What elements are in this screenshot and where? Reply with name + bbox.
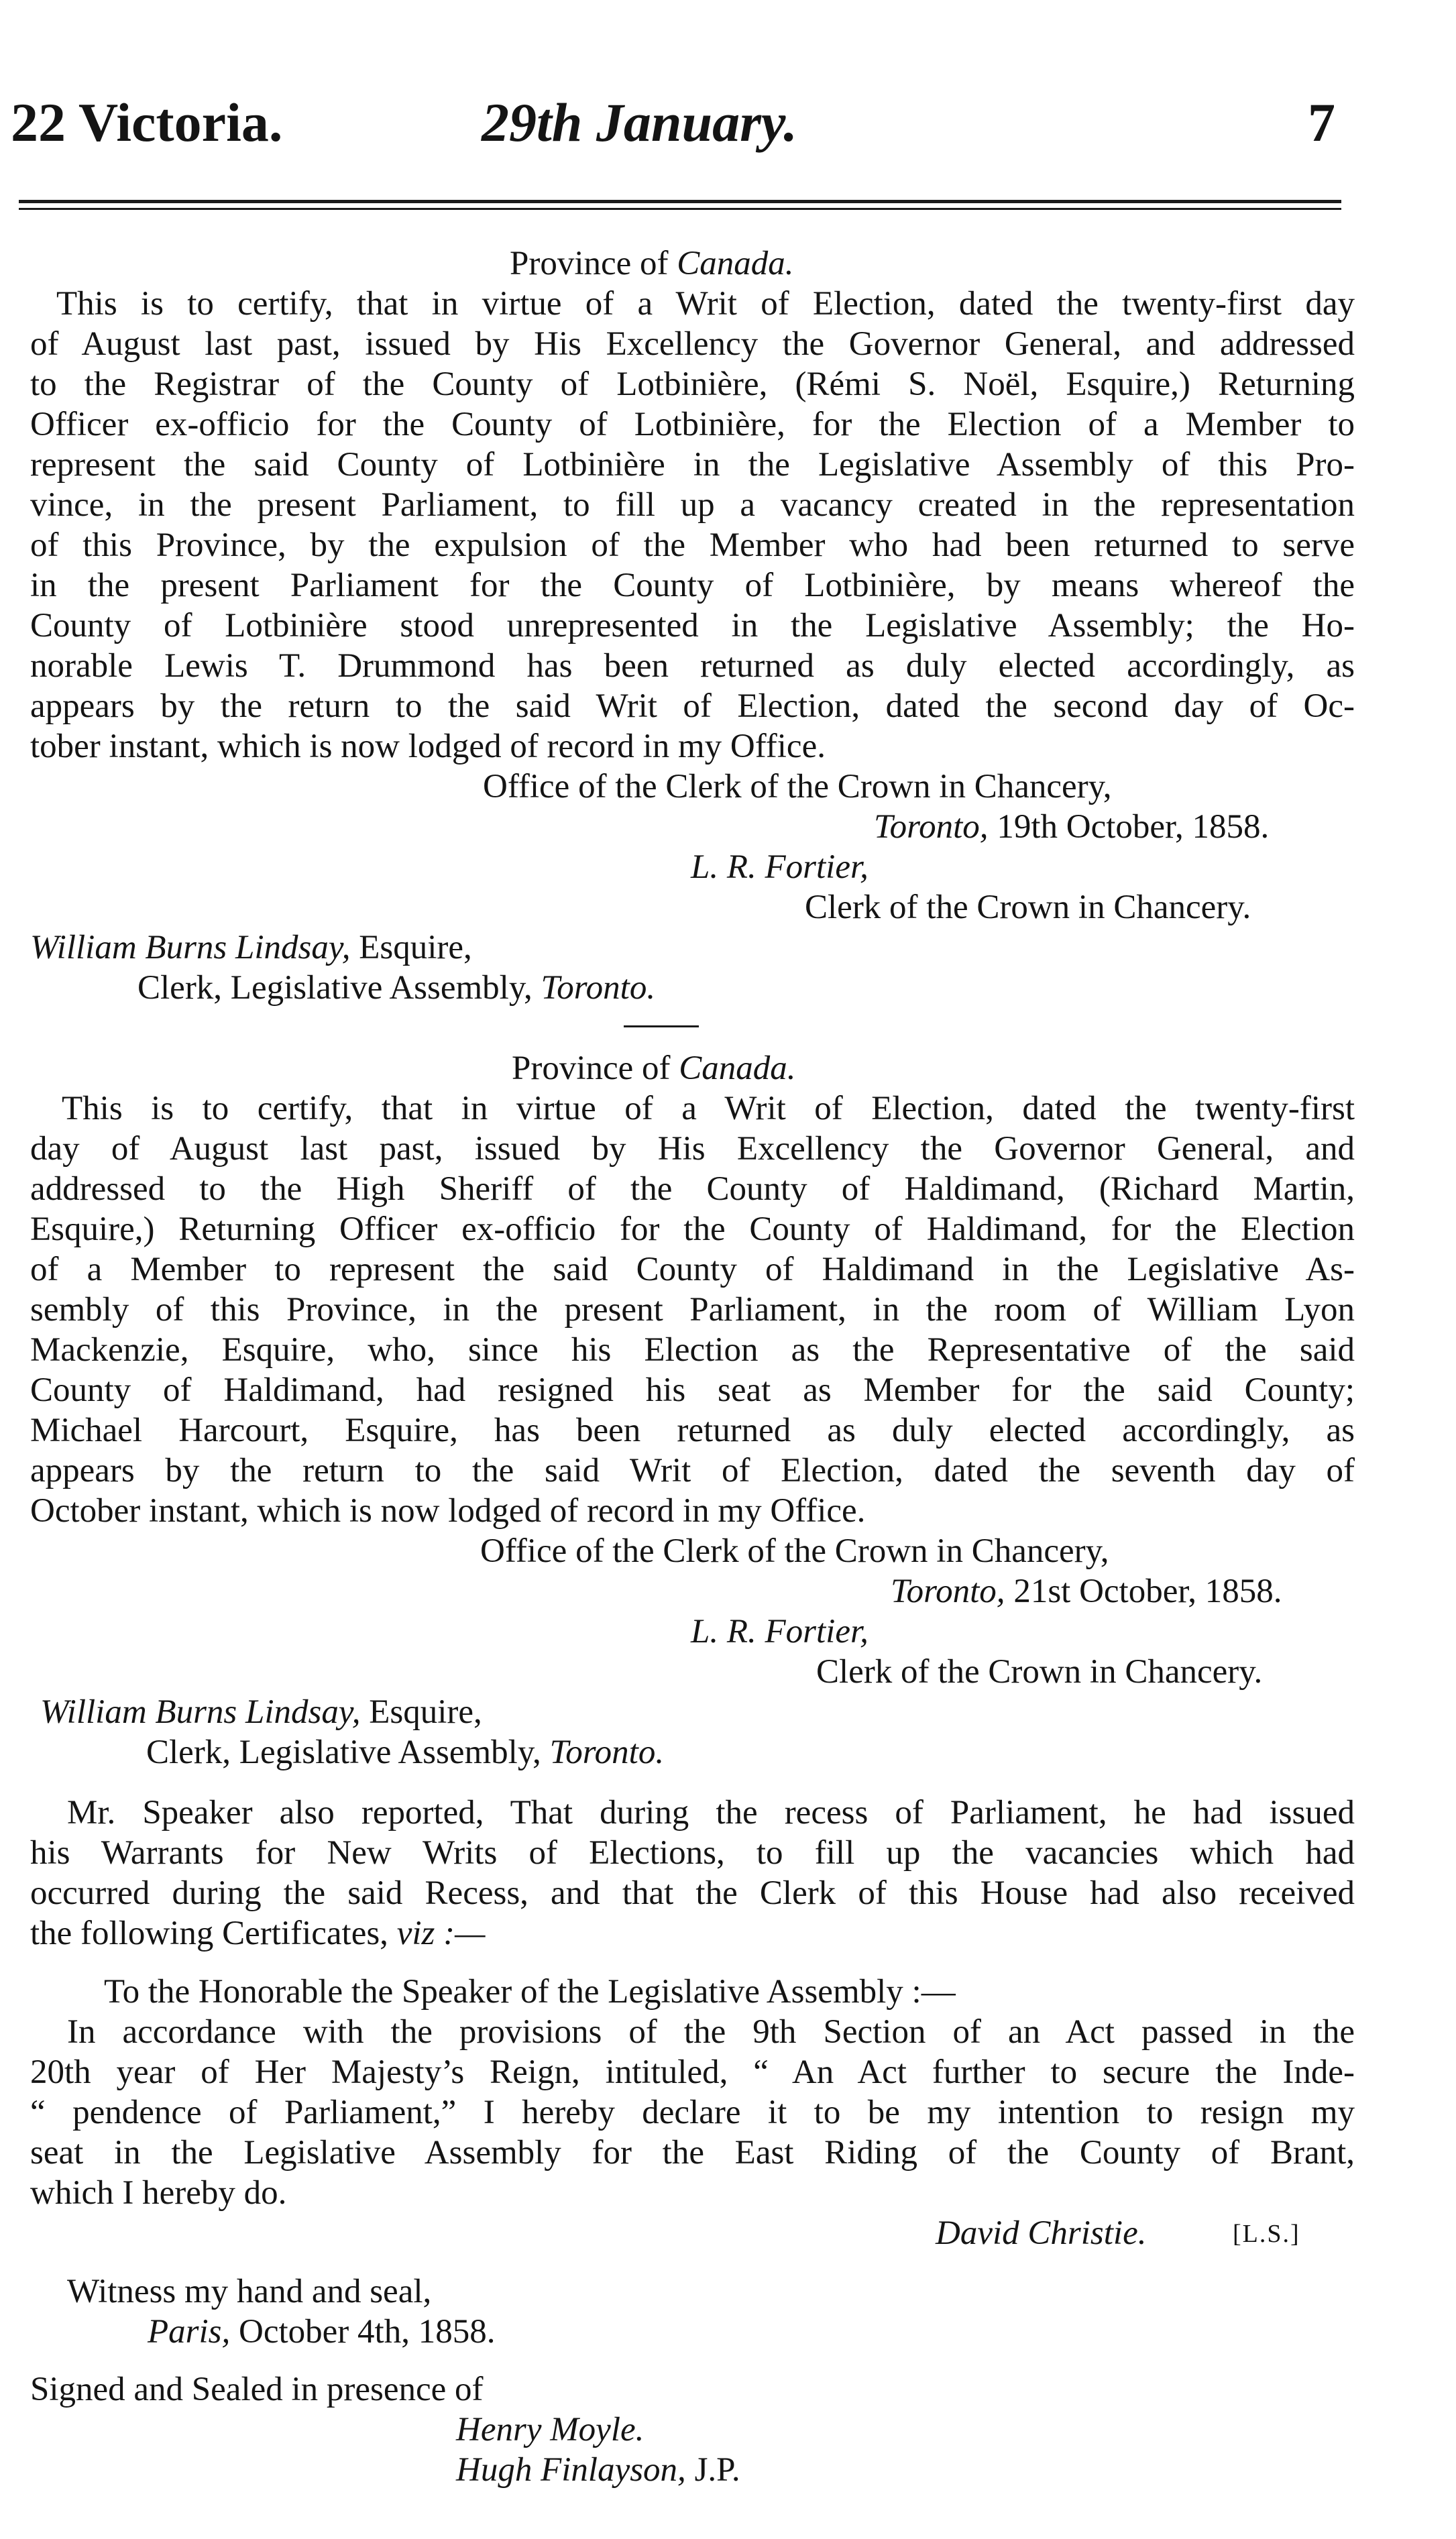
- resignation-witness-2: Hugh Finlayson, J.P.: [456, 2451, 740, 2489]
- cert1-signer: L. R. Fortier,: [691, 848, 869, 886]
- page-number: 7: [1308, 92, 1335, 153]
- cert2-line: This is to certify, that in virtue of a Writ of Election, dated the twenty-first: [62, 1090, 1355, 1127]
- resignation-witness-1: Henry Moyle.: [456, 2411, 645, 2448]
- cert2-line: Mackenzie, Esquire, who, since his Election as the Representative of the said: [30, 1331, 1355, 1369]
- cert2-heading: Province of Canada.: [512, 1050, 796, 1087]
- cert1-line: norable Lewis T. Drummond has been returned as duly elected accordingly, as: [30, 647, 1355, 685]
- report-last-line: the following Certificates, viz :—: [30, 1915, 486, 1952]
- header-rule-top: [19, 200, 1341, 203]
- cert2-line: County of Haldimand, had resigned his seat as Member for the said County;: [30, 1371, 1355, 1409]
- resignation-last-line: which I hereby do.: [30, 2174, 287, 2212]
- cert1-line: County of Lotbinière stood unrepresented in the Legislative Assembly; the Ho-: [30, 607, 1355, 644]
- cert2-line: of a Member to represent the said County of Haldimand in the Legislative As-: [30, 1251, 1355, 1288]
- resignation-line: In accordance with the provisions of the 9th Section of an Act passed in the: [67, 2013, 1355, 2051]
- cert1-line: represent the said County of Lotbinière in the Legislative Assembly of this Pro-: [30, 446, 1355, 484]
- resignation-line: “ pendence of Parliament,” I hereby declare it to be my intention to resign my: [30, 2094, 1355, 2131]
- resignation-signed-in-presence: Signed and Sealed in presence of: [30, 2371, 484, 2408]
- resignation-signature: David Christie.: [936, 2214, 1147, 2252]
- cert2-line: sembly of this Province, in the present Parliament, in the room of William Lyon: [30, 1291, 1355, 1329]
- cert1-line: vince, in the present Parliament, to fill up a vacancy created in the representation: [30, 486, 1355, 524]
- cert1-line: Officer ex-officio for the County of Lotbinière, for the Election of a Member to: [30, 406, 1355, 443]
- cert2-line: Esquire,) Returning Officer ex-officio for the County of Haldimand, for the Election: [30, 1210, 1355, 1248]
- cert2-signer-title: Clerk of the Crown in Chancery.: [816, 1653, 1263, 1691]
- header-rule-bottom: [19, 208, 1341, 210]
- cert1-place-date: Toronto, 19th October, 1858.: [874, 808, 1270, 846]
- report-line: Mr. Speaker also reported, That during the recess of Parliament, he had issued: [67, 1794, 1355, 1831]
- cert1-addressee-title: Clerk, Legislative Assembly, Toronto.: [137, 969, 656, 1007]
- cert1-line: to the Registrar of the County of Lotbinière, (Rémi S. Noël, Esquire,) Returning: [30, 365, 1355, 403]
- cert1-line: appears by the return to the said Writ of Election, dated the second day of Oc-: [30, 687, 1355, 725]
- cert1-line: of this Province, by the expulsion of the Member who had been returned to serve: [30, 526, 1355, 564]
- cert1-addressee: William Burns Lindsay, Esquire,: [30, 929, 472, 966]
- resignation-witness: Witness my hand and seal,: [67, 2273, 432, 2310]
- cert2-signer: L. R. Fortier,: [691, 1613, 869, 1650]
- cert2-line: October instant, which is now lodged of record in my Office.: [30, 1492, 866, 1530]
- cert1-heading: Province of Canada.: [510, 245, 794, 282]
- resignation-salutation: To the Honorable the Speaker of the Legislative Assembly :—: [104, 1973, 956, 2011]
- report-line: his Warrants for New Writs of Elections, to fill up the vacancies which had: [30, 1834, 1355, 1872]
- cert2-addressee: William Burns Lindsay, Esquire,: [40, 1693, 482, 1731]
- cert1-line: This is to certify, that in virtue of a Writ of Election, dated the twenty-first day: [56, 285, 1355, 323]
- cert1-office: Office of the Clerk of the Crown in Chancery,: [483, 768, 1112, 805]
- cert2-line: appears by the return to the said Writ of Election, dated the seventh day of: [30, 1452, 1355, 1489]
- cert1-line: of August last past, issued by His Excellency the Governor General, and addressed: [30, 325, 1355, 363]
- report-line: occurred during the said Recess, and that the Clerk of this House had also received: [30, 1874, 1355, 1912]
- cert2-place-date: Toronto, 21st October, 1858.: [891, 1573, 1282, 1610]
- resignation-seal: [L.S.]: [1233, 2220, 1300, 2248]
- cert2-line: addressed to the High Sheriff of the County of Haldimand, (Richard Martin,: [30, 1170, 1355, 1208]
- running-head-date: 29th January.: [482, 92, 797, 153]
- resignation-line: 20th year of Her Majesty’s Reign, intituled, “ An Act further to secure the Inde-: [30, 2053, 1355, 2091]
- section-divider: [624, 1025, 699, 1027]
- resignation-line: seat in the Legislative Assembly for the East Riding of the County of Brant,: [30, 2134, 1355, 2171]
- cert1-line: tober instant, which is now lodged of record in my Office.: [30, 728, 826, 765]
- cert2-office: Office of the Clerk of the Crown in Chancery,: [480, 1532, 1109, 1570]
- cert1-signer-title: Clerk of the Crown in Chancery.: [805, 889, 1251, 926]
- running-head-session: 22 Victoria.: [11, 92, 283, 153]
- cert2-addressee-title: Clerk, Legislative Assembly, Toronto.: [146, 1734, 665, 1771]
- cert1-line: in the present Parliament for the County of Lotbinière, by means whereof the: [30, 567, 1355, 604]
- cert2-line: Michael Harcourt, Esquire, has been returned as duly elected accordingly, as: [30, 1412, 1355, 1449]
- resignation-witness-place-date: Paris, October 4th, 1858.: [148, 2313, 496, 2351]
- cert2-line: day of August last past, issued by His Excellency the Governor General, and: [30, 1130, 1355, 1168]
